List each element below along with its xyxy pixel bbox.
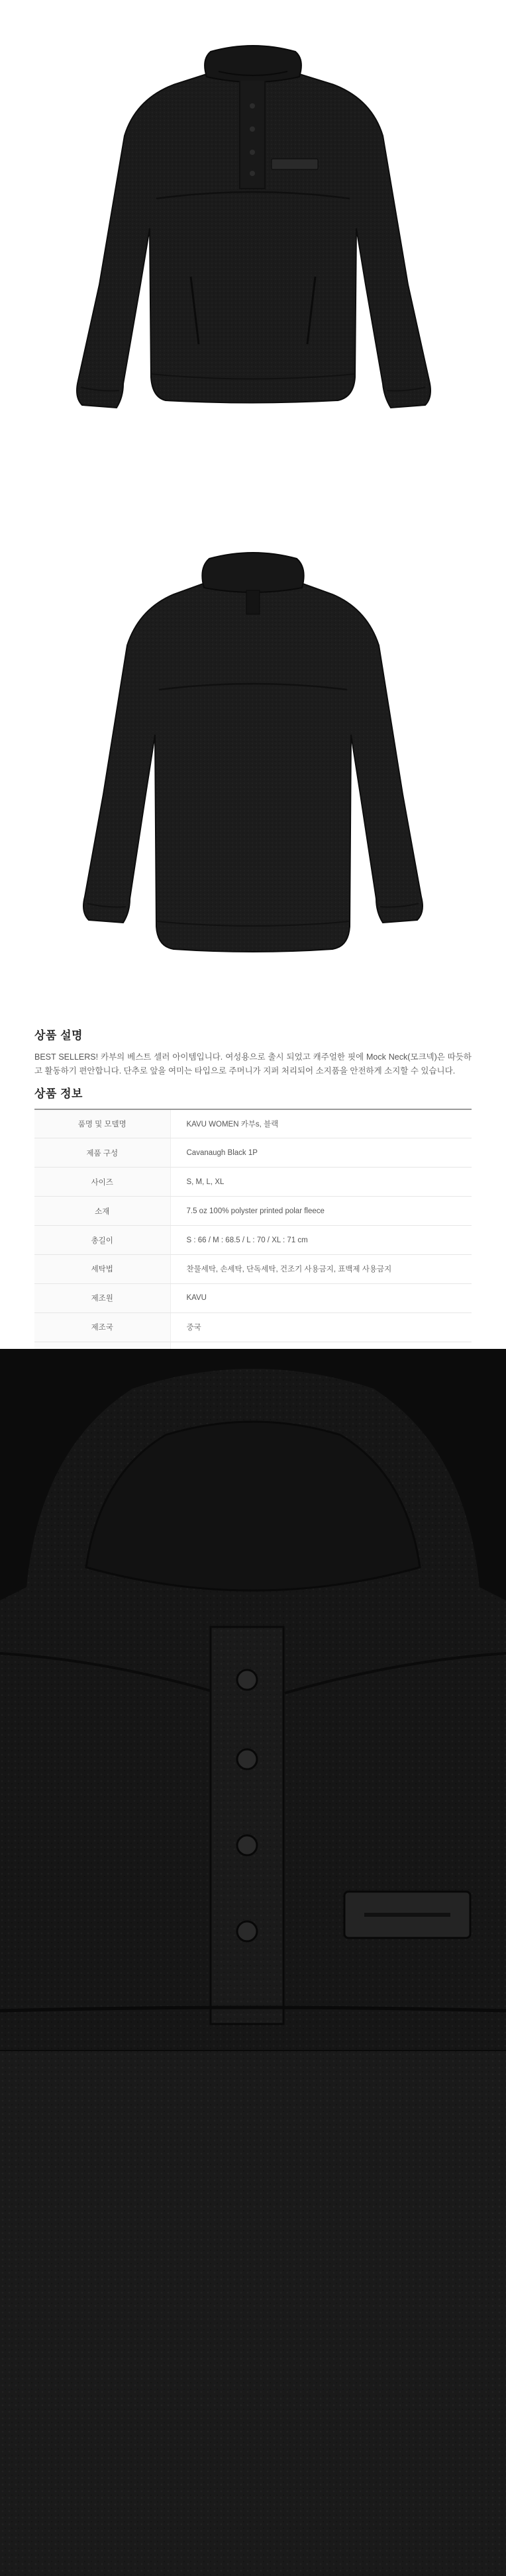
description-title: 상품 설명 [34, 1029, 83, 1042]
jacket-closeup-illustration [0, 1349, 506, 2576]
product-photo-front [0, 0, 506, 457]
spec-value: KAVU WOMEN 카부s, 블랙 [170, 1109, 472, 1138]
spec-value: 7.5 oz 100% polyster printed polar fleece [170, 1197, 472, 1226]
spec-table [34, 1109, 472, 1371]
spec-label: 품명 및 모델명 [34, 1109, 170, 1138]
product-photo-back [0, 516, 506, 980]
spec-row [34, 1312, 472, 1342]
description-text: BEST SELLERS! 카부의 베스트 셀러 아이템입니다. 여성용으로 출시 되었고 캐주얼한 핏에 Mock Neck(모크넥)은 따듯하고 활동하기 편안합니다. 단추로 앞을 여미는 타입으로 주머니가 지퍼 처리되어 소지품을 안전하게 소지할 수 있습니다. [34, 1052, 472, 1076]
spec-row [34, 1138, 472, 1168]
spec-value: KAVU [170, 1283, 472, 1312]
jacket-front-illustration [0, 0, 506, 457]
spec-label: 제조원 [34, 1283, 170, 1312]
spec-row [34, 1226, 472, 1255]
spec-value: S, M, L, XL [170, 1168, 472, 1197]
info-title: 상품 정보 [34, 1087, 83, 1100]
spec-value: Cavanaugh Black 1P [170, 1138, 472, 1168]
spec-label: 소재 [34, 1197, 170, 1226]
product-photo-detail [0, 1349, 506, 2576]
spec-row [34, 1168, 472, 1197]
spec-label: 사이즈 [34, 1168, 170, 1197]
spec-value: S : 66 / M : 68.5 / L : 70 / XL : 71 cm [170, 1226, 472, 1255]
spec-value: 찬물세탁, 손세탁, 단독세탁, 건조기 사용금지, 표백제 사용금지 [170, 1254, 472, 1283]
spec-label: 제품 구성 [34, 1138, 170, 1168]
product-description [34, 1026, 472, 1078]
jacket-back-illustration [0, 516, 506, 980]
product-info [34, 1084, 472, 1371]
spec-label: 총길이 [34, 1226, 170, 1255]
spec-row [34, 1109, 472, 1138]
spec-row [34, 1197, 472, 1226]
spec-row [34, 1254, 472, 1283]
spec-value: 중국 [170, 1312, 472, 1342]
spec-row [34, 1283, 472, 1312]
spec-label: 제조국 [34, 1312, 170, 1342]
spec-label: 세탁법 [34, 1254, 170, 1283]
